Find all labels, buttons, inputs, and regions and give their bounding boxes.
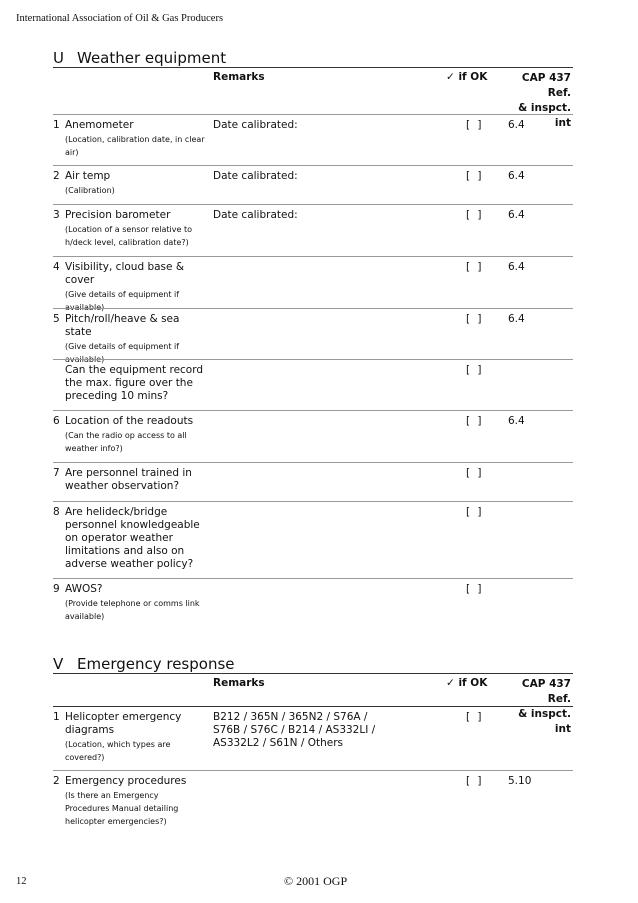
section-title-v — [53, 655, 235, 673]
row-number: 1 — [53, 711, 60, 723]
row-number: 1 — [53, 119, 60, 131]
row-remarks: Date calibrated: — [213, 119, 298, 131]
table-row — [53, 308, 573, 364]
item-title: Location of the readouts — [65, 415, 194, 427]
running-header: International Association of Oil & Gas Producers — [16, 13, 224, 24]
column-header-ok: ✓ if OK — [446, 71, 488, 83]
item-title: Can the equipment record the max. figure over the preceding 10 mins? — [65, 364, 204, 402]
row-number: 9 — [53, 583, 60, 595]
row-remarks: Date calibrated: — [213, 170, 298, 182]
item-note: (Can the radio op access to all weather info?) — [65, 431, 187, 453]
table-row — [53, 770, 573, 826]
row-item — [65, 209, 205, 249]
row-item — [65, 415, 205, 455]
ok-checkbox[interactable]: [ ] — [466, 711, 484, 723]
column-header-remarks: Remarks — [213, 71, 265, 83]
item-title: Are personnel trained in weather observation? — [65, 467, 192, 492]
ok-checkbox[interactable]: [ ] — [466, 209, 484, 221]
column-header-ok: ✓ if OK — [446, 677, 488, 689]
ok-checkbox[interactable]: [ ] — [466, 415, 484, 427]
row-item — [65, 583, 205, 623]
item-note: (Give details of equipment if available) — [65, 290, 180, 312]
ok-checkbox[interactable]: [ ] — [466, 467, 484, 479]
item-note: (Provide telephone or comms link available) — [65, 599, 200, 621]
item-note: (Calibration) — [65, 186, 115, 195]
item-title: Precision barometer — [65, 209, 171, 221]
section-letter: V — [53, 655, 64, 673]
table-row — [53, 578, 573, 621]
row-item — [65, 261, 205, 314]
table-row — [53, 462, 573, 492]
section-title-u — [53, 49, 226, 67]
column-header-cap-ref — [501, 677, 571, 737]
item-note: (Is there an Emergency Procedures Manual detailing helicopter emergencies?) — [65, 791, 179, 826]
item-title: Visibility, cloud base & cover — [65, 261, 185, 286]
row-number: 2 — [53, 775, 60, 787]
item-title: Anemometer — [65, 119, 134, 131]
page-number: 12 — [16, 876, 27, 887]
section-name: Weather equipment — [77, 49, 227, 67]
cap-ref: 5.10 — [508, 775, 532, 787]
item-note: (Give details of equipment if available) — [65, 342, 180, 364]
row-item — [65, 775, 205, 828]
row-item — [65, 119, 205, 159]
ok-checkbox[interactable]: [ ] — [466, 261, 484, 273]
item-note: (Location of a sensor relative to h/deck level, calibration date?) — [65, 225, 193, 247]
row-item — [65, 467, 205, 494]
cap-ref: 6.4 — [508, 209, 525, 221]
row-number: 7 — [53, 467, 60, 479]
ok-checkbox[interactable]: [ ] — [466, 506, 484, 518]
ok-checkbox[interactable]: [ ] — [466, 583, 484, 595]
row-item — [65, 711, 205, 764]
copyright: © 2001 OGP — [284, 874, 348, 888]
cap-ref: 6.4 — [508, 415, 525, 427]
item-title: AWOS? — [65, 583, 103, 595]
cap-ref: 6.4 — [508, 119, 525, 131]
item-note: (Location, which types are covered?) — [65, 740, 171, 762]
row-number: 5 — [53, 313, 60, 325]
ok-checkbox[interactable]: [ ] — [466, 775, 484, 787]
row-item — [65, 170, 205, 197]
cap-ref-line-1: CAP 437 Ref. — [521, 678, 571, 705]
table-row — [53, 256, 573, 312]
section-letter: U — [53, 49, 64, 67]
row-item — [65, 364, 205, 404]
section-name: Emergency response — [77, 655, 235, 673]
table-row — [53, 204, 573, 247]
column-header-remarks: Remarks — [213, 677, 265, 689]
cap-ref-line-1: CAP 437 Ref. — [521, 72, 571, 99]
ok-checkbox[interactable]: [ ] — [466, 364, 484, 376]
item-note: (Location, calibration date, in clear air) — [65, 135, 205, 157]
item-title: Emergency procedures — [65, 775, 187, 787]
cap-ref-line-2: & inspct. int — [518, 102, 571, 129]
table-row — [53, 501, 573, 570]
cap-ref-line-2: & inspct. int — [518, 708, 571, 735]
ok-checkbox[interactable]: [ ] — [466, 119, 484, 131]
row-number: 2 — [53, 170, 60, 182]
item-title: Air temp — [65, 170, 111, 182]
row-number: 3 — [53, 209, 60, 221]
row-number: 8 — [53, 506, 60, 518]
row-item — [65, 506, 205, 572]
cap-ref: 6.4 — [508, 261, 525, 273]
row-number: 4 — [53, 261, 60, 273]
item-title: Are helideck/bridge personnel knowledgeable on operator weather limitations and also on adverse weather policy? — [65, 506, 200, 570]
table-row — [53, 410, 573, 453]
row-remarks: B212 / 365N / 365N2 / S76A / S76B / S76C / B214 / AS332LI / AS332L2 / S61N / Others — [213, 711, 376, 749]
ok-checkbox[interactable]: [ ] — [466, 170, 484, 182]
row-remarks: Date calibrated: — [213, 209, 298, 221]
item-title: Pitch/roll/heave & sea state — [65, 313, 180, 338]
cap-ref: 6.4 — [508, 170, 525, 182]
cap-ref: 6.4 — [508, 313, 525, 325]
row-number: 6 — [53, 415, 60, 427]
ok-checkbox[interactable]: [ ] — [466, 313, 484, 325]
table-row — [53, 165, 573, 195]
item-title: Helicopter emergency diagrams — [65, 711, 182, 736]
table-row — [53, 359, 573, 402]
